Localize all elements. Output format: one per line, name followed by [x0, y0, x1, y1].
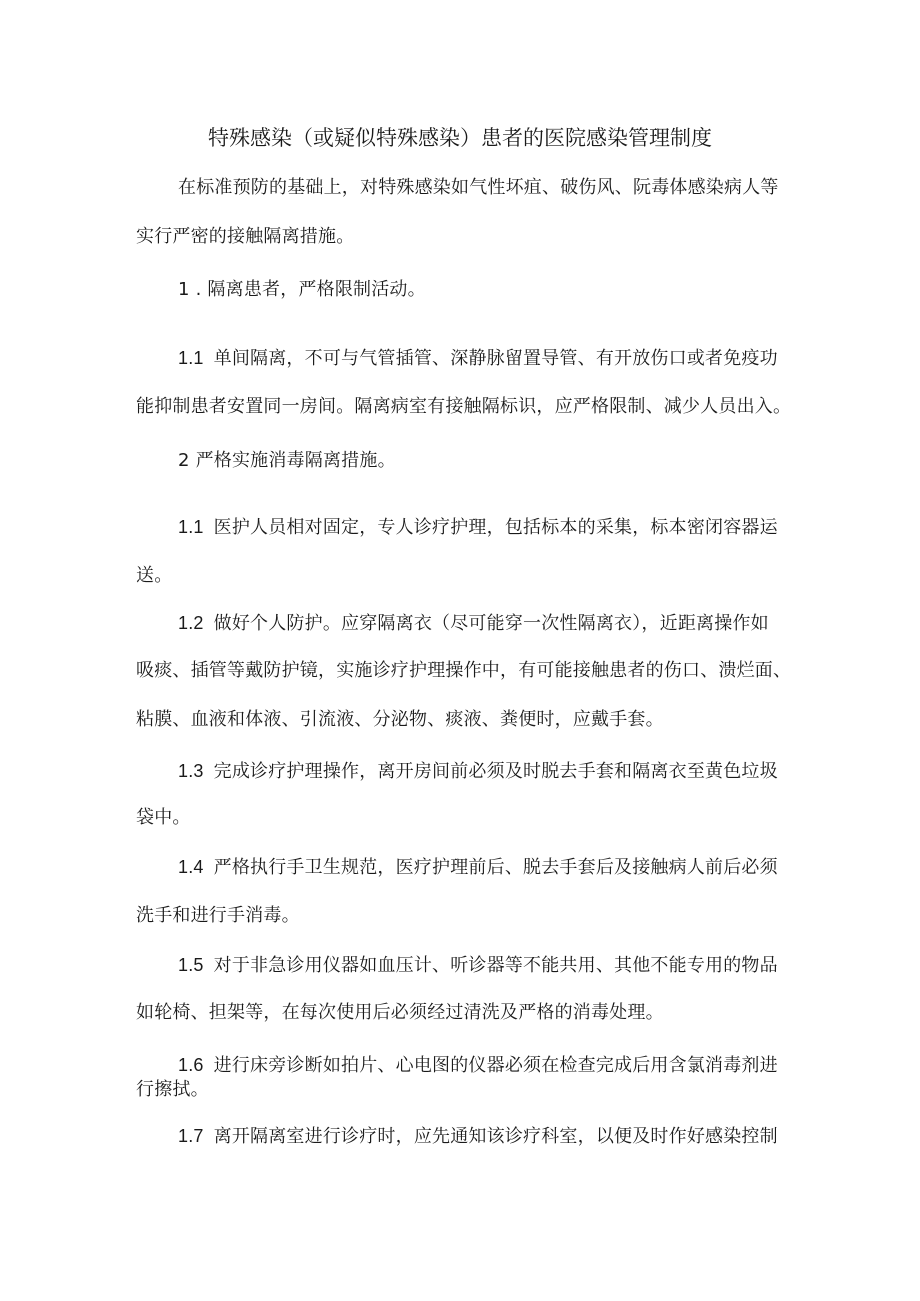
s2-item-1-1-line-2: 送。 [136, 565, 173, 586]
s2-item-1-5-line-1 [178, 953, 778, 978]
s2-item-1-7-number: 1.7 [178, 1126, 204, 1146]
s2-item-1-4-line-1 [178, 855, 778, 880]
s2-item-1-2-number: 1.2 [178, 613, 204, 633]
s2-item-1-4-text: 严格执行手卫生规范，医疗护理前后、脱去手套后及接触病人前后必须 [213, 857, 778, 878]
s2-item-1-3-line-1 [178, 759, 778, 784]
intro-line-1: 在标准预防的基础上，对特殊感染如气性坏疽、破伤风、阮毒体感染病人等 [178, 177, 779, 198]
s2-item-1-6-number: 1.6 [178, 1055, 204, 1075]
s1-item-1-1-line-1 [178, 346, 778, 371]
intro-line-2: 实行严密的接触隔离措施。 [136, 226, 355, 247]
s2-item-1-3-text: 完成诊疗护理操作，离开房间前必须及时脱去手套和隔离衣至黄色垃圾 [213, 761, 778, 782]
s2-item-1-3-number: 1.3 [178, 761, 204, 781]
s2-item-1-3-line-2: 袋中。 [136, 807, 191, 828]
s2-item-1-1-number: 1.1 [178, 517, 204, 537]
s2-item-1-2-line-2: 吸痰、插管等戴防护镜，实施诊疗护理操作中，有可能接触患者的伤口、溃烂面、 [136, 660, 792, 681]
s2-item-1-1-line-1 [178, 515, 778, 540]
s2-item-1-1-text: 医护人员相对固定，专人诊疗护理，包括标本的采集，标本密闭容器运 [213, 517, 778, 538]
s2-item-1-2-line-1 [178, 611, 769, 636]
s2-item-1-5-text: 对于非急诊用仪器如血压计、听诊器等不能共用、其他不能专用的物品 [213, 955, 778, 976]
s2-item-1-4-line-2: 洗手和进行手消毒。 [136, 905, 300, 926]
s2-item-1-7-line-1 [178, 1124, 778, 1149]
s1-item-1-1-number: 1.1 [178, 348, 204, 368]
s1-item-1-1-line-2: 能抑制患者安置同一房间。隔离病室有接触隔标识，应严格限制、减少人员出入。 [136, 396, 792, 417]
section1-heading: 1 . 隔离患者，严格限制活动。 [178, 279, 426, 300]
s1-item-1-1-text: 单间隔离，不可与气管插管、深静脉留置导管、有开放伤口或者免疫功 [213, 348, 778, 369]
s2-item-1-6-text: 进行床旁诊断如拍片、心电图的仪器必须在检查完成后用含氯消毒剂进 [213, 1055, 778, 1076]
s2-item-1-6-line-1 [178, 1053, 778, 1078]
s2-item-1-7-text: 离开隔离室进行诊疗时，应先通知该诊疗科室，以便及时作好感染控制 [213, 1126, 778, 1147]
s2-item-1-4-number: 1.4 [178, 857, 204, 877]
section2-heading: 2 严格实施消毒隔离措施。 [178, 450, 396, 471]
s2-item-1-2-line-3: 粘膜、血液和体液、引流液、分泌物、痰液、粪便时，应戴手套。 [136, 709, 664, 730]
document-title: 特殊感染（或疑似特殊感染）患者的医院感染管理制度 [208, 126, 712, 150]
s2-item-1-5-number: 1.5 [178, 955, 204, 975]
s2-item-1-2-text: 做好个人防护。应穿隔离衣（尽可能穿一次性隔离衣），近距离操作如 [213, 613, 769, 634]
s2-item-1-5-line-2: 如轮椅、担架等，在每次使用后必须经过清洗及严格的消毒处理。 [136, 1002, 664, 1023]
s2-item-1-6-line-2: 行擦拭。 [136, 1079, 209, 1100]
